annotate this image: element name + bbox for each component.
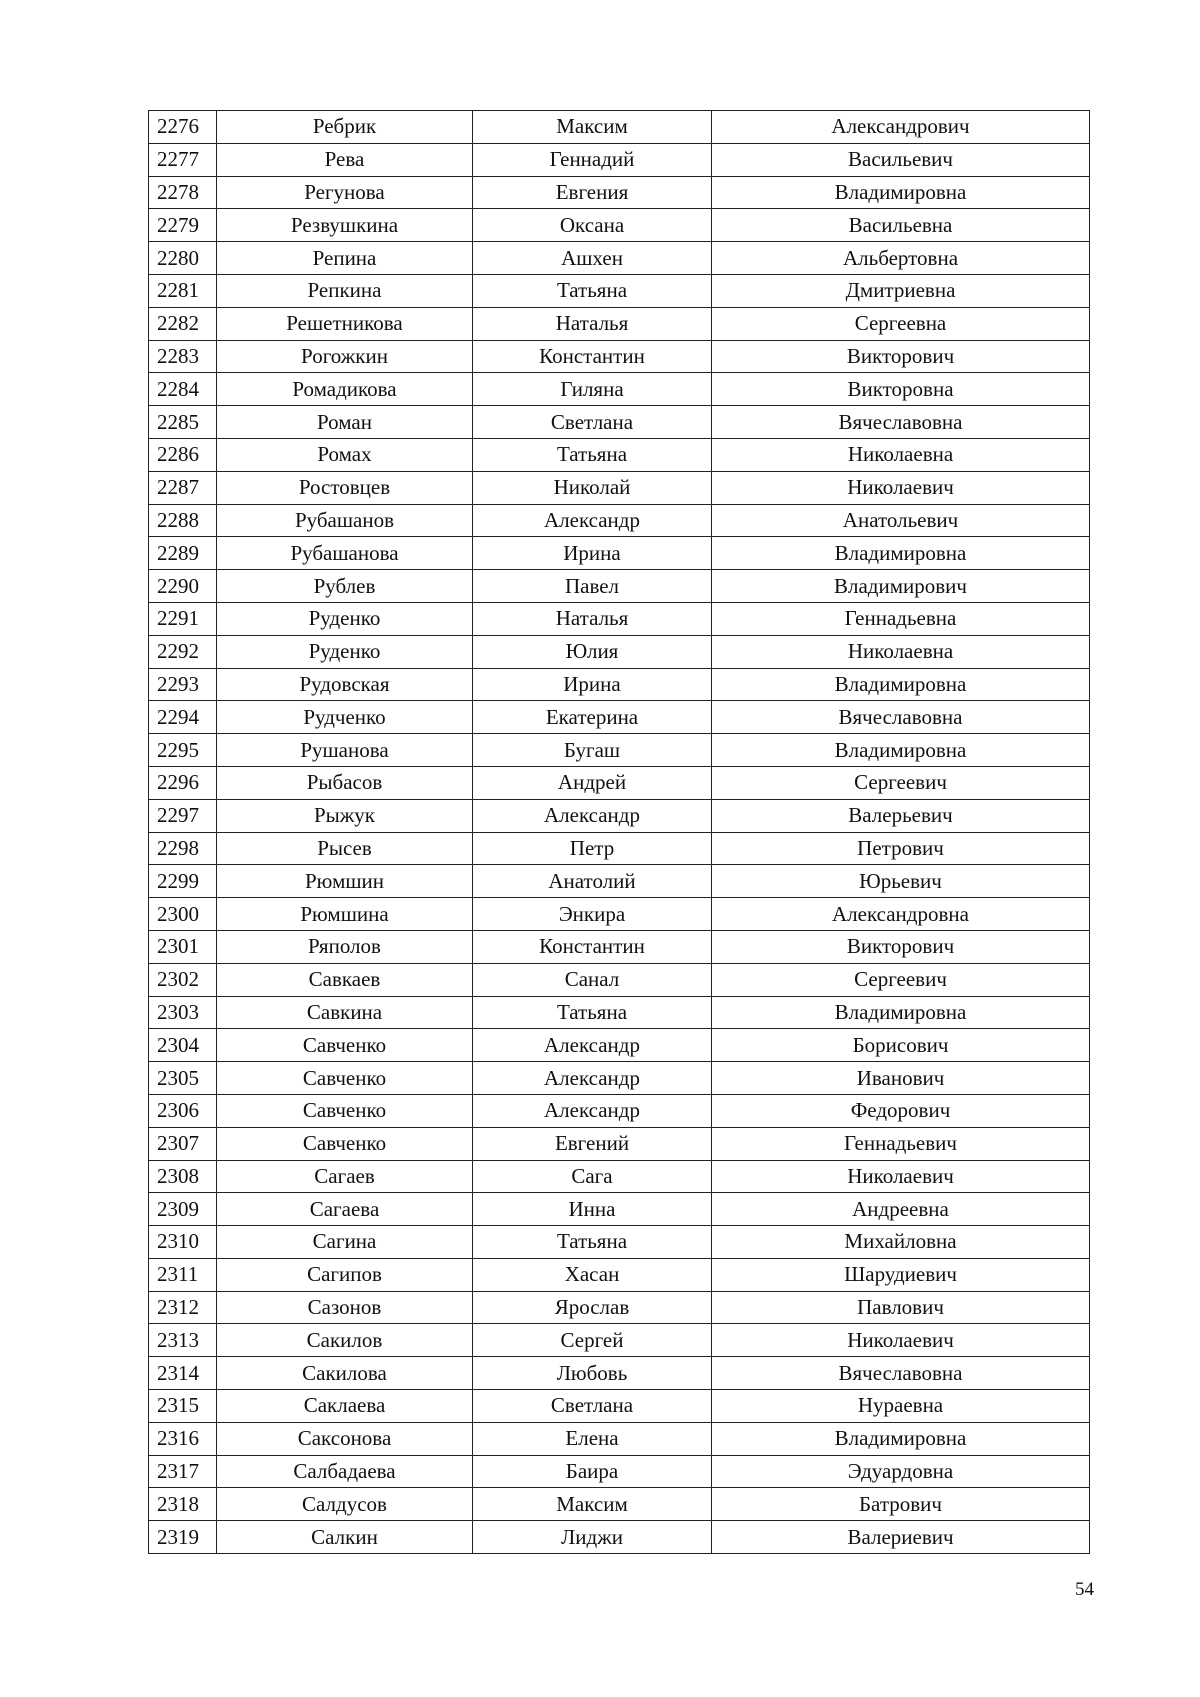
table-row (149, 799, 1090, 832)
patronymic-cell: Валерьевич (712, 799, 1090, 832)
patronymic-cell: Владимировна (712, 537, 1090, 570)
row-number-cell: 2313 (149, 1324, 217, 1357)
first-name-cell: Александр (473, 1094, 712, 1127)
patronymic-cell: Викторович (712, 930, 1090, 963)
first-name-cell: Евгений (473, 1127, 712, 1160)
table-row (149, 1455, 1090, 1488)
first-name-cell: Гиляна (473, 373, 712, 406)
last-name-cell: Ряполов (217, 930, 473, 963)
patronymic-cell: Вячеславовна (712, 1357, 1090, 1390)
first-name-cell: Хасан (473, 1258, 712, 1291)
row-number-cell: 2293 (149, 668, 217, 701)
last-name-cell: Савченко (217, 1062, 473, 1095)
last-name-cell: Роман (217, 406, 473, 439)
table-row (149, 340, 1090, 373)
last-name-cell: Рюмшин (217, 865, 473, 898)
page-number: 54 (1075, 1579, 1094, 1600)
first-name-cell: Константин (473, 340, 712, 373)
first-name-cell: Андрей (473, 766, 712, 799)
table-row (149, 1193, 1090, 1226)
row-number-cell: 2291 (149, 602, 217, 635)
first-name-cell: Инна (473, 1193, 712, 1226)
first-name-cell: Ирина (473, 537, 712, 570)
last-name-cell: Сазонов (217, 1291, 473, 1324)
patronymic-cell: Сергеевич (712, 963, 1090, 996)
first-name-cell: Александр (473, 799, 712, 832)
first-name-cell: Александр (473, 1062, 712, 1095)
row-number-cell: 2307 (149, 1127, 217, 1160)
table-row (149, 1291, 1090, 1324)
row-number-cell: 2312 (149, 1291, 217, 1324)
patronymic-cell: Вячеславовна (712, 406, 1090, 439)
first-name-cell: Татьяна (473, 996, 712, 1029)
row-number-cell: 2310 (149, 1226, 217, 1259)
last-name-cell: Сакилов (217, 1324, 473, 1357)
table-row (149, 504, 1090, 537)
row-number-cell: 2281 (149, 274, 217, 307)
row-number-cell: 2287 (149, 471, 217, 504)
names-table (148, 110, 1090, 1554)
row-number-cell: 2289 (149, 537, 217, 570)
table-row (149, 930, 1090, 963)
last-name-cell: Ростовцев (217, 471, 473, 504)
table-row (149, 898, 1090, 931)
table-row (149, 438, 1090, 471)
table-row (149, 1324, 1090, 1357)
last-name-cell: Репкина (217, 274, 473, 307)
row-number-cell: 2297 (149, 799, 217, 832)
row-number-cell: 2276 (149, 111, 217, 144)
last-name-cell: Репина (217, 242, 473, 275)
last-name-cell: Ребрик (217, 111, 473, 144)
row-number-cell: 2319 (149, 1521, 217, 1554)
patronymic-cell: Владимировна (712, 176, 1090, 209)
patronymic-cell: Васильевна (712, 209, 1090, 242)
last-name-cell: Ромах (217, 438, 473, 471)
patronymic-cell: Юрьевич (712, 865, 1090, 898)
first-name-cell: Светлана (473, 1390, 712, 1423)
patronymic-cell: Николаевич (712, 471, 1090, 504)
patronymic-cell: Геннадьевич (712, 1127, 1090, 1160)
patronymic-cell: Борисович (712, 1029, 1090, 1062)
table-row (149, 274, 1090, 307)
patronymic-cell: Анатольевич (712, 504, 1090, 537)
row-number-cell: 2316 (149, 1422, 217, 1455)
first-name-cell: Александр (473, 504, 712, 537)
row-number-cell: 2278 (149, 176, 217, 209)
table-row (149, 1029, 1090, 1062)
names-table-body (149, 111, 1090, 1554)
last-name-cell: Сакилова (217, 1357, 473, 1390)
table-row (149, 1258, 1090, 1291)
patronymic-cell: Владимировна (712, 734, 1090, 767)
table-row (149, 1094, 1090, 1127)
patronymic-cell: Сергеевна (712, 307, 1090, 340)
first-name-cell: Константин (473, 930, 712, 963)
row-number-cell: 2301 (149, 930, 217, 963)
patronymic-cell: Владимирович (712, 570, 1090, 603)
row-number-cell: 2288 (149, 504, 217, 537)
row-number-cell: 2302 (149, 963, 217, 996)
patronymic-cell: Викторович (712, 340, 1090, 373)
last-name-cell: Рогожкин (217, 340, 473, 373)
last-name-cell: Савченко (217, 1029, 473, 1062)
first-name-cell: Ирина (473, 668, 712, 701)
last-name-cell: Саклаева (217, 1390, 473, 1423)
row-number-cell: 2304 (149, 1029, 217, 1062)
first-name-cell: Максим (473, 111, 712, 144)
table-row (149, 832, 1090, 865)
last-name-cell: Рудченко (217, 701, 473, 734)
first-name-cell: Лиджи (473, 1521, 712, 1554)
last-name-cell: Решетникова (217, 307, 473, 340)
last-name-cell: Сагаев (217, 1160, 473, 1193)
first-name-cell: Евгения (473, 176, 712, 209)
first-name-cell: Сергей (473, 1324, 712, 1357)
last-name-cell: Рублев (217, 570, 473, 603)
patronymic-cell: Эдуардовна (712, 1455, 1090, 1488)
table-row (149, 1160, 1090, 1193)
table-row (149, 865, 1090, 898)
patronymic-cell: Федорович (712, 1094, 1090, 1127)
last-name-cell: Рубашанов (217, 504, 473, 537)
patronymic-cell: Владимировна (712, 1422, 1090, 1455)
last-name-cell: Савченко (217, 1127, 473, 1160)
table-row (149, 1062, 1090, 1095)
row-number-cell: 2279 (149, 209, 217, 242)
last-name-cell: Салдусов (217, 1488, 473, 1521)
table-row (149, 373, 1090, 406)
last-name-cell: Рубашанова (217, 537, 473, 570)
patronymic-cell: Николаевна (712, 438, 1090, 471)
row-number-cell: 2283 (149, 340, 217, 373)
table-row (149, 602, 1090, 635)
last-name-cell: Рюмшина (217, 898, 473, 931)
table-row (149, 1390, 1090, 1423)
first-name-cell: Елена (473, 1422, 712, 1455)
first-name-cell: Баира (473, 1455, 712, 1488)
patronymic-cell: Николаевна (712, 635, 1090, 668)
row-number-cell: 2284 (149, 373, 217, 406)
row-number-cell: 2308 (149, 1160, 217, 1193)
row-number-cell: 2299 (149, 865, 217, 898)
row-number-cell: 2285 (149, 406, 217, 439)
table-row (149, 307, 1090, 340)
row-number-cell: 2295 (149, 734, 217, 767)
patronymic-cell: Батрович (712, 1488, 1090, 1521)
table-row (149, 176, 1090, 209)
patronymic-cell: Геннадьевна (712, 602, 1090, 635)
patronymic-cell: Николаевич (712, 1160, 1090, 1193)
last-name-cell: Рыбасов (217, 766, 473, 799)
row-number-cell: 2300 (149, 898, 217, 931)
first-name-cell: Оксана (473, 209, 712, 242)
patronymic-cell: Альбертовна (712, 242, 1090, 275)
last-name-cell: Савченко (217, 1094, 473, 1127)
table-row (149, 242, 1090, 275)
patronymic-cell: Васильевич (712, 143, 1090, 176)
last-name-cell: Рысев (217, 832, 473, 865)
table-row (149, 570, 1090, 603)
first-name-cell: Ашхен (473, 242, 712, 275)
last-name-cell: Савкаев (217, 963, 473, 996)
last-name-cell: Сагина (217, 1226, 473, 1259)
patronymic-cell: Николаевич (712, 1324, 1090, 1357)
row-number-cell: 2292 (149, 635, 217, 668)
table-row (149, 537, 1090, 570)
patronymic-cell: Петрович (712, 832, 1090, 865)
last-name-cell: Сагипов (217, 1258, 473, 1291)
first-name-cell: Александр (473, 1029, 712, 1062)
table-row (149, 1357, 1090, 1390)
patronymic-cell: Шарудиевич (712, 1258, 1090, 1291)
row-number-cell: 2317 (149, 1455, 217, 1488)
row-number-cell: 2305 (149, 1062, 217, 1095)
first-name-cell: Анатолий (473, 865, 712, 898)
table-row (149, 1127, 1090, 1160)
first-name-cell: Татьяна (473, 1226, 712, 1259)
row-number-cell: 2280 (149, 242, 217, 275)
first-name-cell: Светлана (473, 406, 712, 439)
table-row (149, 143, 1090, 176)
last-name-cell: Саксонова (217, 1422, 473, 1455)
patronymic-cell: Александровна (712, 898, 1090, 931)
table-row (149, 701, 1090, 734)
patronymic-cell: Иванович (712, 1062, 1090, 1095)
row-number-cell: 2315 (149, 1390, 217, 1423)
table-row (149, 111, 1090, 144)
row-number-cell: 2290 (149, 570, 217, 603)
last-name-cell: Рушанова (217, 734, 473, 767)
table-row (149, 1422, 1090, 1455)
row-number-cell: 2282 (149, 307, 217, 340)
last-name-cell: Ромадикова (217, 373, 473, 406)
first-name-cell: Юлия (473, 635, 712, 668)
first-name-cell: Геннадий (473, 143, 712, 176)
table-row (149, 963, 1090, 996)
first-name-cell: Петр (473, 832, 712, 865)
table-row (149, 1488, 1090, 1521)
table-row (149, 996, 1090, 1029)
first-name-cell: Любовь (473, 1357, 712, 1390)
last-name-cell: Резвушкина (217, 209, 473, 242)
patronymic-cell: Дмитриевна (712, 274, 1090, 307)
last-name-cell: Руденко (217, 602, 473, 635)
patronymic-cell: Вячеславовна (712, 701, 1090, 734)
patronymic-cell: Андреевна (712, 1193, 1090, 1226)
first-name-cell: Наталья (473, 307, 712, 340)
first-name-cell: Сага (473, 1160, 712, 1193)
last-name-cell: Салбадаева (217, 1455, 473, 1488)
first-name-cell: Наталья (473, 602, 712, 635)
table-row (149, 1521, 1090, 1554)
patronymic-cell: Павлович (712, 1291, 1090, 1324)
last-name-cell: Руденко (217, 635, 473, 668)
table-row (149, 1226, 1090, 1259)
row-number-cell: 2318 (149, 1488, 217, 1521)
table-row (149, 471, 1090, 504)
last-name-cell: Савкина (217, 996, 473, 1029)
first-name-cell: Санал (473, 963, 712, 996)
row-number-cell: 2314 (149, 1357, 217, 1390)
table-row (149, 406, 1090, 439)
first-name-cell: Максим (473, 1488, 712, 1521)
patronymic-cell: Валериевич (712, 1521, 1090, 1554)
first-name-cell: Николай (473, 471, 712, 504)
first-name-cell: Павел (473, 570, 712, 603)
table-row (149, 734, 1090, 767)
first-name-cell: Татьяна (473, 274, 712, 307)
row-number-cell: 2306 (149, 1094, 217, 1127)
first-name-cell: Ярослав (473, 1291, 712, 1324)
table-row (149, 766, 1090, 799)
patronymic-cell: Нураевна (712, 1390, 1090, 1423)
last-name-cell: Регунова (217, 176, 473, 209)
patronymic-cell: Владимировна (712, 668, 1090, 701)
patronymic-cell: Викторовна (712, 373, 1090, 406)
row-number-cell: 2294 (149, 701, 217, 734)
last-name-cell: Салкин (217, 1521, 473, 1554)
first-name-cell: Бугаш (473, 734, 712, 767)
table-row (149, 668, 1090, 701)
patronymic-cell: Сергеевич (712, 766, 1090, 799)
last-name-cell: Рудовская (217, 668, 473, 701)
patronymic-cell: Михайловна (712, 1226, 1090, 1259)
row-number-cell: 2277 (149, 143, 217, 176)
table-row (149, 635, 1090, 668)
table-row (149, 209, 1090, 242)
first-name-cell: Екатерина (473, 701, 712, 734)
row-number-cell: 2311 (149, 1258, 217, 1291)
first-name-cell: Энкира (473, 898, 712, 931)
patronymic-cell: Александрович (712, 111, 1090, 144)
first-name-cell: Татьяна (473, 438, 712, 471)
last-name-cell: Рева (217, 143, 473, 176)
last-name-cell: Сагаева (217, 1193, 473, 1226)
row-number-cell: 2309 (149, 1193, 217, 1226)
last-name-cell: Рыжук (217, 799, 473, 832)
row-number-cell: 2298 (149, 832, 217, 865)
row-number-cell: 2286 (149, 438, 217, 471)
patronymic-cell: Владимировна (712, 996, 1090, 1029)
row-number-cell: 2303 (149, 996, 217, 1029)
row-number-cell: 2296 (149, 766, 217, 799)
